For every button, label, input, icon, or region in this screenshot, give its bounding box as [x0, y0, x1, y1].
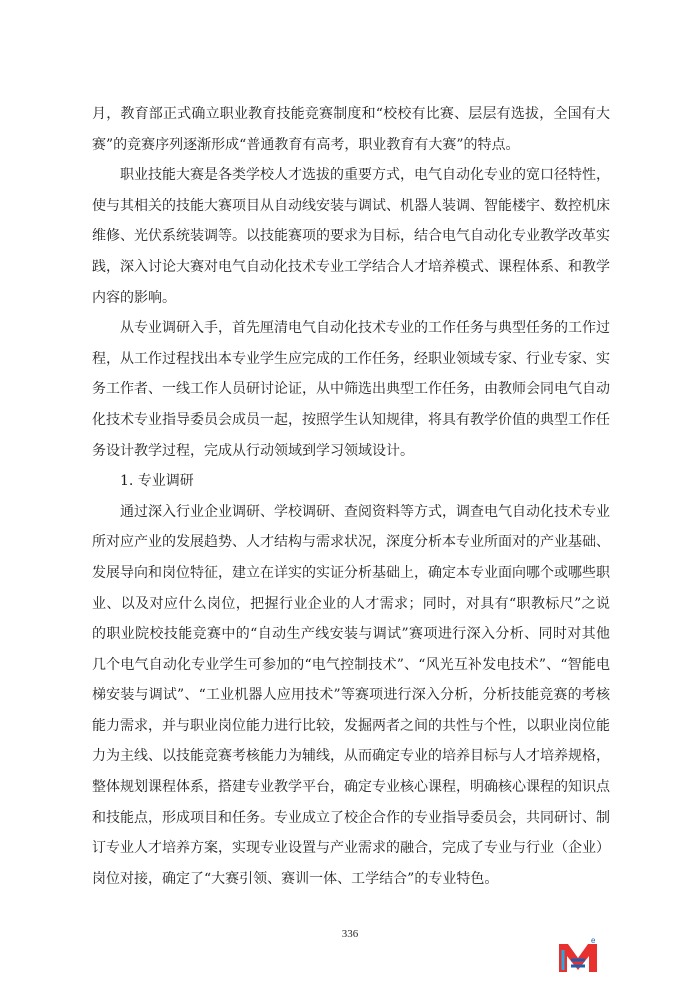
paragraph-research-details: 通过深入行业企业调研、学校调研、查阅资料等方式，调查电气自动化技术专业所对应产业的发展趋势、人才结构与需求状况，深度分析本专业所面对的产业基础、发展导向和岗位特征，建立在详实的实证分析基础上，确定本专业面向哪个或哪些职业、以及对应什么岗位，把握行业企业的人才需求；同时，对具有“职教标尺”之说的职业院校技能竞赛中的“自动生产线安装与调试”赛项进行深入分析、同时对其他几个电气自动化专业学生可参加的“电气控制技术”、“风光互补发电技术”、“智能电梯安装与调试”、“工业机器人应用技术”等赛项进行深入分析，分析技能竞赛的考核能力需求，并与职业岗位能力进行比较，发掘两者之间的共性与个性，以职业岗位能力为主线、以技能竞赛考核能力为辅线，从而确定专业的培养目标与人才培养规格，整体规划课程体系，搭建专业教学平台，确定专业核心课程，明确核心课程的知识点和技能点，形成项目和任务。专业成立了校企合作的专业指导委员会，共同研讨、制订专业人才培养方案，实现专业设置与产业需求的融合，完成了专业与行业（企业）岗位对接，确定了“大赛引领、赛训一体、工学结合”的专业特色。	[92, 503, 610, 887]
section-heading: 1. 专业调研	[120, 473, 194, 490]
paragraph-professional-research-intro: 从专业调研入手，首先厘清电气自动化技术专业的工作任务与典型任务的工作过程，从工作过程找出本专业学生应完成的工作任务，经职业领域专家、行业专家、实务工作者、一线工作人员研讨论证，从中筛选出典型工作任务，由教师会同电气自动化技术专业指导委员会成员一起，按照学生认知规律，将具有教学价值的典型工作任务设计教学过程，完成从行动领域到学习领域设计。	[92, 320, 610, 459]
publisher-logo-icon	[557, 936, 599, 974]
body-text	[92, 99, 610, 894]
page-number: 336	[341, 928, 359, 940]
paragraph-continuation: 月，教育部正式确立职业教育技能竞赛制度和“校校有比赛、层层有选拔，全国有大赛”的竞赛序列逐渐形成“普通教育有高考，职业教育有大赛”的特点。	[92, 106, 610, 153]
svg-text:e: e	[591, 936, 596, 945]
paragraph-skills-competition: 职业技能大赛是各类学校人才选拔的重要方式，电气自动化专业的宽口径特性，使与其相关的技能大赛项目从自动线安装与调试、机器人装调、智能楼宇、数控机床维修、光伏系统装调等。以技能赛项的要求为目标，结合电气自动化专业教学改革实践，深入讨论大赛对电气自动化技术专业工学结合人才培养模式、课程体系、和教学内容的影响。	[92, 167, 610, 306]
